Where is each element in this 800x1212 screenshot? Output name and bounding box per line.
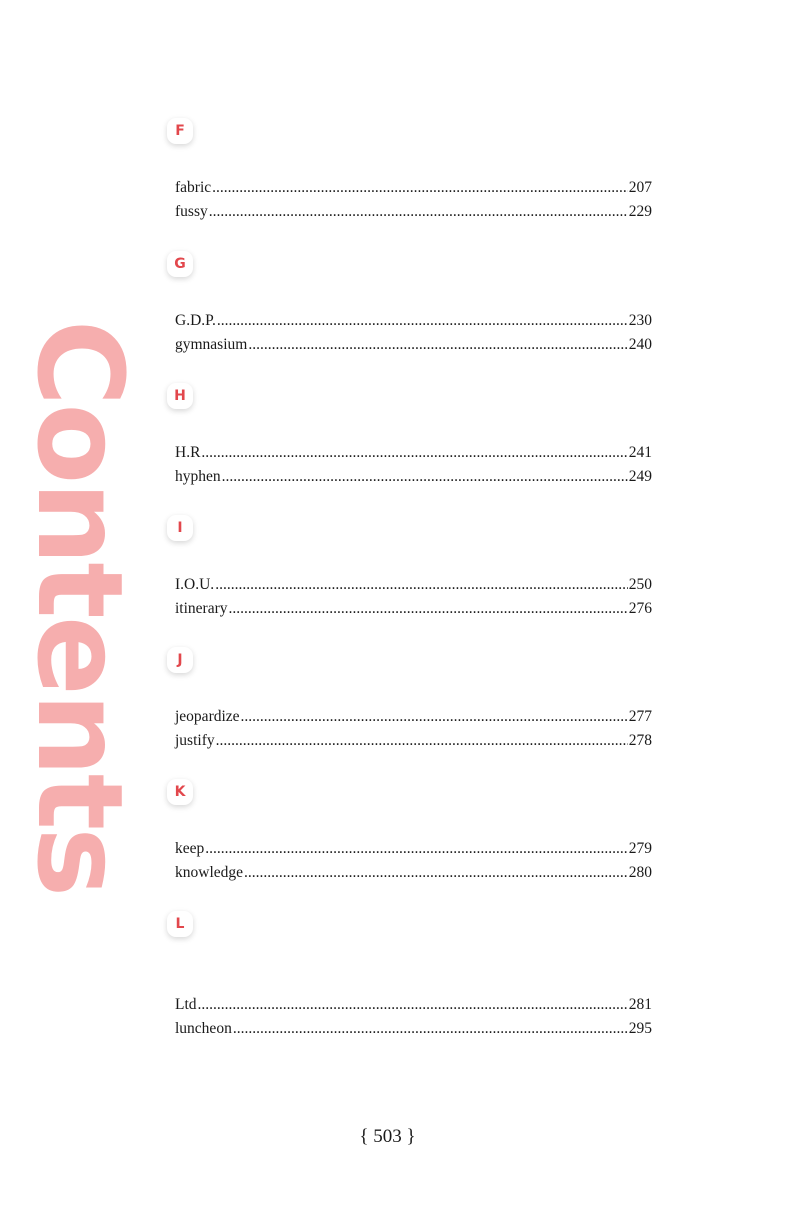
- entry-page: 279: [628, 840, 652, 857]
- index-entry[interactable]: [175, 1017, 652, 1041]
- entry-page: 230: [628, 312, 652, 329]
- index-entry[interactable]: [175, 837, 652, 861]
- dot-leader: [201, 441, 627, 465]
- entry-page: 276: [628, 600, 652, 617]
- entry-page: 207: [628, 179, 652, 196]
- index-entry[interactable]: [175, 861, 652, 885]
- dot-leader: [244, 861, 628, 885]
- letter-badge: F: [167, 118, 193, 144]
- entry-term: fussy: [175, 203, 208, 220]
- dot-leader: [248, 333, 627, 357]
- entry-page: 295: [628, 1020, 652, 1037]
- entry-page: 249: [628, 468, 652, 485]
- index-entry[interactable]: [175, 333, 652, 357]
- entry-term: gymnasium: [175, 336, 248, 353]
- dot-leader: [229, 597, 628, 621]
- letter-badge: I: [167, 515, 193, 541]
- entry-page: 280: [628, 864, 652, 881]
- dot-leader: [217, 309, 628, 333]
- dot-leader: [241, 705, 628, 729]
- dot-leader: [222, 465, 628, 489]
- entry-term: hyphen: [175, 468, 221, 485]
- entry-page: 241: [628, 444, 652, 461]
- entry-term: itinerary: [175, 600, 228, 617]
- entry-term: knowledge: [175, 864, 244, 881]
- index-entry[interactable]: [175, 597, 652, 621]
- entry-page: 277: [628, 708, 652, 725]
- index-entry[interactable]: [175, 705, 652, 729]
- side-title: Contents: [11, 319, 149, 895]
- entry-term: luncheon: [175, 1020, 232, 1037]
- entry-term: keep: [175, 840, 205, 857]
- page-number: { 503 }: [359, 1126, 416, 1147]
- letter-badge: H: [167, 383, 193, 409]
- index-entry[interactable]: [175, 200, 652, 224]
- entry-page: 278: [628, 732, 652, 749]
- entry-term: Ltd: [175, 996, 197, 1013]
- entry-term: jeopardize: [175, 708, 240, 725]
- index-entry[interactable]: [175, 573, 652, 597]
- dot-leader: [215, 573, 628, 597]
- letter-badge: L: [167, 911, 193, 937]
- dot-leader: [209, 200, 628, 224]
- letter-badge: G: [167, 251, 193, 277]
- dot-leader: [205, 837, 627, 861]
- entry-term: H.R: [175, 444, 201, 461]
- dot-leader: [233, 1017, 628, 1041]
- entry-page: 240: [628, 336, 652, 353]
- dot-leader: [212, 176, 628, 200]
- entry-term: fabric: [175, 179, 212, 196]
- entry-term: I.O.U.: [175, 576, 215, 593]
- entry-term: G.D.P.: [175, 312, 216, 329]
- index-entry[interactable]: [175, 465, 652, 489]
- index-entry[interactable]: [175, 993, 652, 1017]
- letter-badge: K: [167, 779, 193, 805]
- entry-page: 229: [628, 203, 652, 220]
- index-entry[interactable]: [175, 309, 652, 333]
- letter-badge: J: [167, 647, 193, 673]
- index-entry[interactable]: [175, 441, 652, 465]
- dot-leader: [198, 993, 628, 1017]
- entry-page: 281: [628, 996, 652, 1013]
- index-entry[interactable]: [175, 729, 652, 753]
- dot-leader: [216, 729, 628, 753]
- entry-page: 250: [628, 576, 652, 593]
- entry-term: justify: [175, 732, 215, 749]
- index-entry[interactable]: [175, 176, 652, 200]
